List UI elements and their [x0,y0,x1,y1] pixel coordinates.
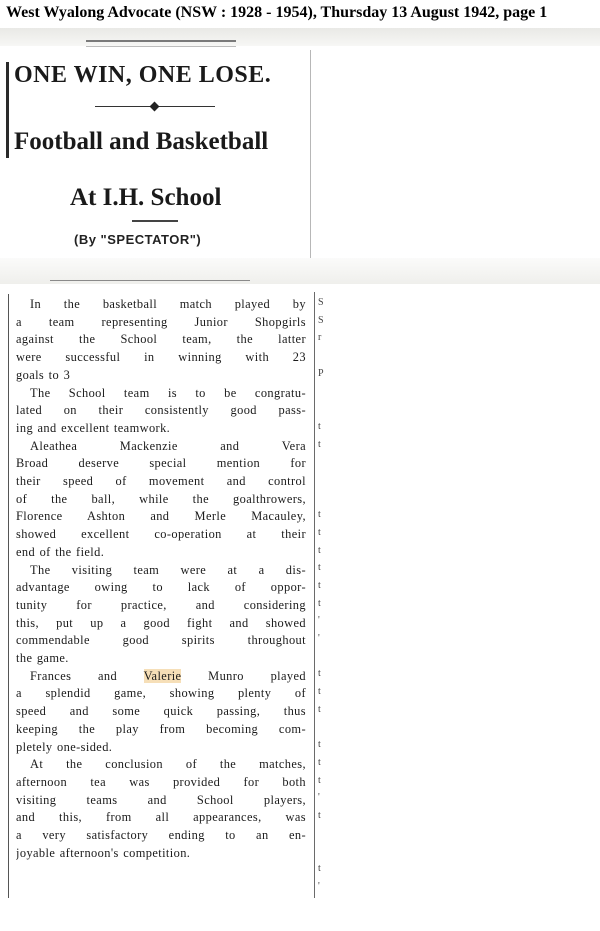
headline: ONE WIN, ONE LOSE. [14,62,272,88]
subheadline-second: At I.H. School [70,184,222,211]
text-line: were successful in winning with 23 [16,350,306,365]
edge-fragment [318,648,330,666]
text-line: ing and excellent teamwork. [16,420,171,435]
edge-fragment [318,895,330,913]
text-line: this, put up a good fight and showed [16,615,306,630]
edge-fragment [318,471,330,489]
paragraph-6 [16,756,306,862]
text-line: afternoon tea was provided for both [16,774,306,789]
edge-fragment: t [318,526,321,538]
paragraph-1 [16,296,306,385]
edge-fragment: t [318,597,321,609]
paragraph-3 [16,438,306,562]
text-line: the game. [16,651,69,666]
edge-fragment: t [318,562,321,574]
edge-fragment [318,842,330,860]
edge-fragment: t [318,509,321,521]
text-line: tunity for practice, and considering [16,597,306,612]
text-line: advantage owing to lack of oppor- [16,580,306,595]
edge-fragment [318,453,330,471]
edge-fragment: P [318,367,324,379]
text-line: a team representing Junior Shopgirls [16,314,306,329]
text-line: The visiting team were at a dis- [30,562,306,577]
paragraph-4 [16,562,306,668]
text-line: their speed of movement and control [16,474,306,489]
text-line: In the basketball match played by [30,297,306,311]
edge-fragment [318,825,330,843]
text-line: showed excellent co-operation at their [16,527,306,542]
edge-fragment: ' [318,633,320,645]
divider-diamond-icon [150,102,160,112]
text-line: Florence Ashton and Merle Macauley, [16,509,306,524]
text-line: lated on their consistently good pass- [16,403,306,418]
text-line: speed and some quick passing, thus [16,704,306,719]
text-line: against the School team, the latter [16,332,306,347]
text-line: of the ball, while the goalthrowers, [16,491,306,506]
text-fragment: Frances and [30,668,144,683]
text-line: end of the field. [16,544,105,559]
text-line: commendable good spirits throughout [16,633,306,648]
paragraph-2 [16,385,306,438]
text-line: At the conclusion of the matches, [30,757,306,772]
edge-fragment: t [318,580,321,591]
highlighted-search-term: Valerie [143,668,182,683]
subhead-divider [132,220,178,222]
edge-fragment: t [318,863,321,874]
clipping-top-band [0,28,600,46]
clipping-top-rule [86,40,236,42]
adjacent-column-fragments [318,294,330,931]
edge-fragment: ' [318,792,320,804]
subheadline: Football and Basketball [14,128,269,155]
clipping-top-rule-thin [86,46,236,47]
column-border-left [6,62,9,158]
edge-fragment [318,719,330,737]
text-line: pletely one-sided. [16,739,113,754]
text-line: Broad deserve special mention for [16,456,306,471]
edge-fragment [318,382,330,400]
text-line: a very satisfactory ending to an en- [16,828,306,843]
edge-fragment: t [318,438,321,450]
text-line: The School team is to be congratu- [30,385,306,400]
edge-fragment: t [318,420,321,432]
edge-fragment: t [318,544,321,556]
text-line: and this, from all appearances, was [16,810,306,825]
edge-fragment: S [318,314,324,326]
edge-fragment: t [318,756,321,768]
edge-fragment: t [318,668,321,680]
clipping-separator-rule [50,280,250,281]
text-fragment: Munro played [181,668,306,683]
text-line [16,668,306,686]
edge-fragment: t [318,703,321,715]
column-border-right [310,50,311,260]
edge-fragment: t [318,686,321,698]
text-line: a splendid game, showing plenty of [16,686,306,701]
edge-fragment: t [318,739,321,751]
edge-fragment: ' [318,615,320,627]
text-line: keeping the play from becoming com- [16,721,306,736]
paragraph-5 [16,668,306,757]
edge-fragment: r [318,332,322,344]
edge-fragment: S [318,297,324,308]
byline: (By "SPECTATOR") [74,232,202,247]
column-right-edge [314,292,315,898]
article-body [16,296,306,863]
edge-fragment [318,400,330,418]
edge-fragment: t [318,809,321,821]
text-line: visiting teams and School players, [16,792,306,807]
edge-fragment [318,913,330,931]
edge-fragment: ' [318,880,320,892]
text-line: joyable afternoon's competition. [16,845,191,860]
text-line: Aleathea Mackenzie and Vera [30,438,306,453]
newspaper-masthead: West Wyalong Advocate (NSW : 1928 - 1954), Thursday 13 August 1942, page 1 [6,4,548,21]
text-line: goals to 3 [16,367,71,382]
edge-fragment [318,347,330,365]
edge-fragment: t [318,774,321,786]
edge-fragment [318,489,330,507]
